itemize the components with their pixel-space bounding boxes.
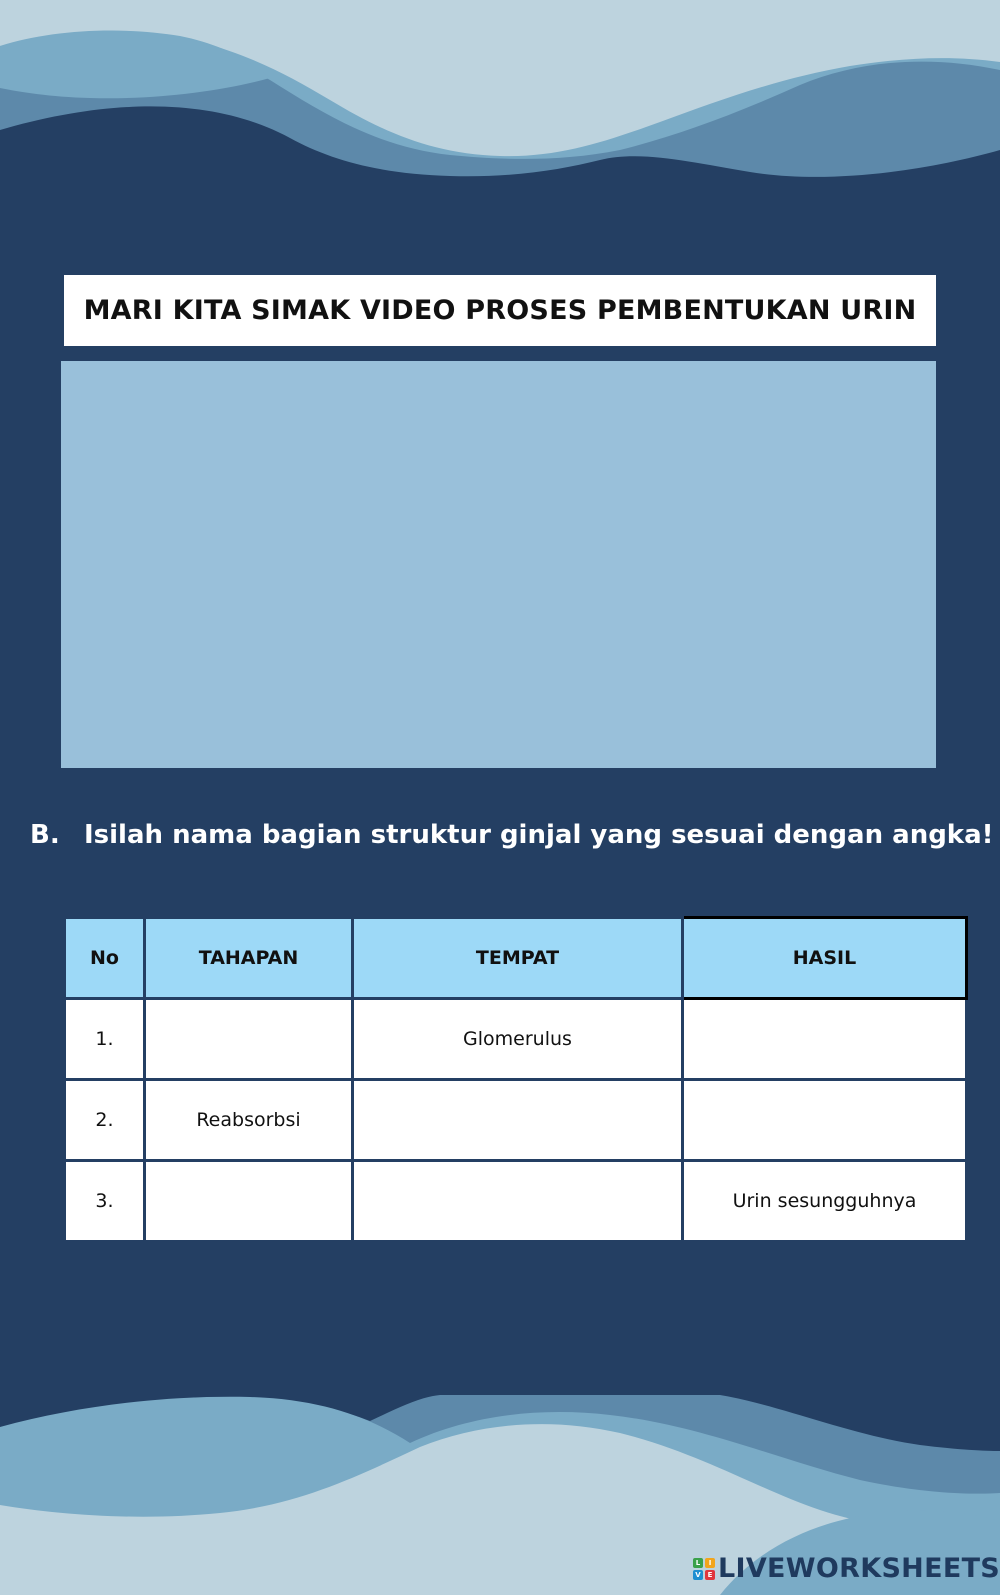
tahapan-cell: Reabsorbsi (145, 1080, 353, 1161)
video-section-title: MARI KITA SIMAK VIDEO PROSES PEMBENTUKAN URIN (64, 275, 936, 346)
header-hasil: HASIL (683, 918, 967, 999)
question-text: Isilah nama bagian struktur ginjal yang sesuai dengan angka! (84, 820, 994, 850)
table-row (65, 1080, 967, 1161)
header-no: No (65, 918, 145, 999)
header-tempat: TEMPAT (353, 918, 683, 999)
tempat-input-cell[interactable] (353, 1080, 683, 1161)
header-tahapan: TAHAPAN (145, 918, 353, 999)
tempat-cell: Glomerulus (353, 999, 683, 1080)
table-header-row (65, 918, 967, 999)
row-number: 1. (65, 999, 145, 1080)
question-b (30, 820, 994, 850)
liveworksheets-watermark (693, 1553, 1000, 1584)
video-player-placeholder[interactable] (61, 361, 936, 768)
answer-table (63, 916, 968, 1243)
row-number: 3. (65, 1161, 145, 1242)
table-row (65, 999, 967, 1080)
tahapan-input-cell[interactable] (145, 1161, 353, 1242)
question-number: B. (30, 820, 60, 850)
top-wave-decoration (0, 0, 1000, 180)
tempat-input-cell[interactable] (353, 1161, 683, 1242)
hasil-cell: Urin sesungguhnya (683, 1161, 967, 1242)
hasil-input-cell[interactable] (683, 999, 967, 1080)
hasil-input-cell[interactable] (683, 1080, 967, 1161)
table-row (65, 1161, 967, 1242)
tahapan-input-cell[interactable] (145, 999, 353, 1080)
liveworksheets-logo-icon: L I V E (693, 1558, 715, 1580)
row-number: 2. (65, 1080, 145, 1161)
watermark-text: LIVEWORKSHEETS (718, 1553, 1000, 1584)
